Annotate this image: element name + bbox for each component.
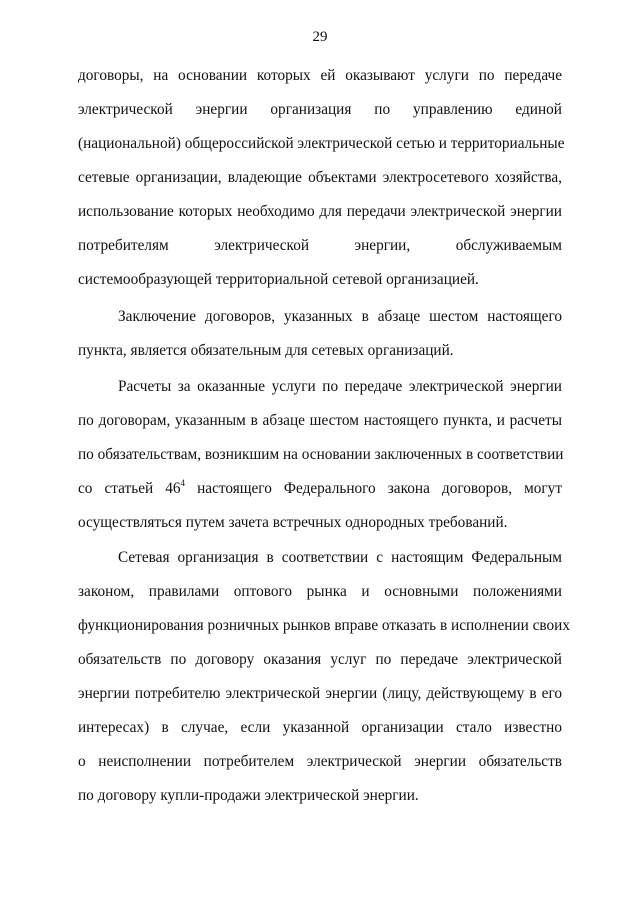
text-line: осуществляться путем зачета встречных однородных требований. [78,514,508,531]
text-line: Сетевая организация в соответствии с настоящим Федеральным [118,549,562,566]
text-line: Заключение договоров, указанных в абзаце шестом настоящего [118,308,562,325]
text-line: функционирования розничных рынков вправе отказать в исполнении своих [78,617,571,634]
text-line: пункта, является обязательным для сетевых организаций. [78,342,454,359]
page-number: 29 [312,29,328,45]
text-line: электрической энергии организация по управлению единой [78,101,562,118]
text-line: использование которых необходимо для передачи электрической энергии [78,203,562,220]
superscript: 4 [180,478,186,488]
text-line: о неисполнении потребителем электрической энергии обязательств [78,753,562,770]
text-line: сетевые организации, владеющие объектами электросетевого хозяйства, [78,169,562,186]
text-line: энергии потребителю электрической энергии (лицу, действующему в его [78,685,562,702]
text-line: по договорам, указанным в абзаце шестом настоящего пункта, и расчеты [78,412,562,429]
text-segment: настоящего Федерального закона договоров, могут [185,480,563,497]
text-line: договоры, на основании которых ей оказывают услуги по передаче [78,67,562,84]
text-line: по обязательствам, возникшим на основании заключенных в соответствии [78,446,564,463]
text-line: по договору купли-продажи электрической энергии. [78,787,419,804]
text-segment: со статьей 46 [78,480,181,497]
text-line: обязательств по договору оказания услуг по передаче электрической [78,651,562,668]
text-line: (национальной) общероссийской электрической сетью и территориальные [78,135,565,152]
text-line: интересах) в случае, если указанной организации стало известно [78,719,562,736]
text-line: потребителям электрической энергии, обслуживаемым [78,237,562,254]
text-line-with-superscript [78,479,562,499]
text-line: Расчеты за оказанные услуги по передаче электрической энергии [118,378,562,395]
text-line: системообразующей территориальной сетевой организацией. [78,271,479,288]
text-line: законом, правилами оптового рынка и основными положениями [78,583,562,600]
